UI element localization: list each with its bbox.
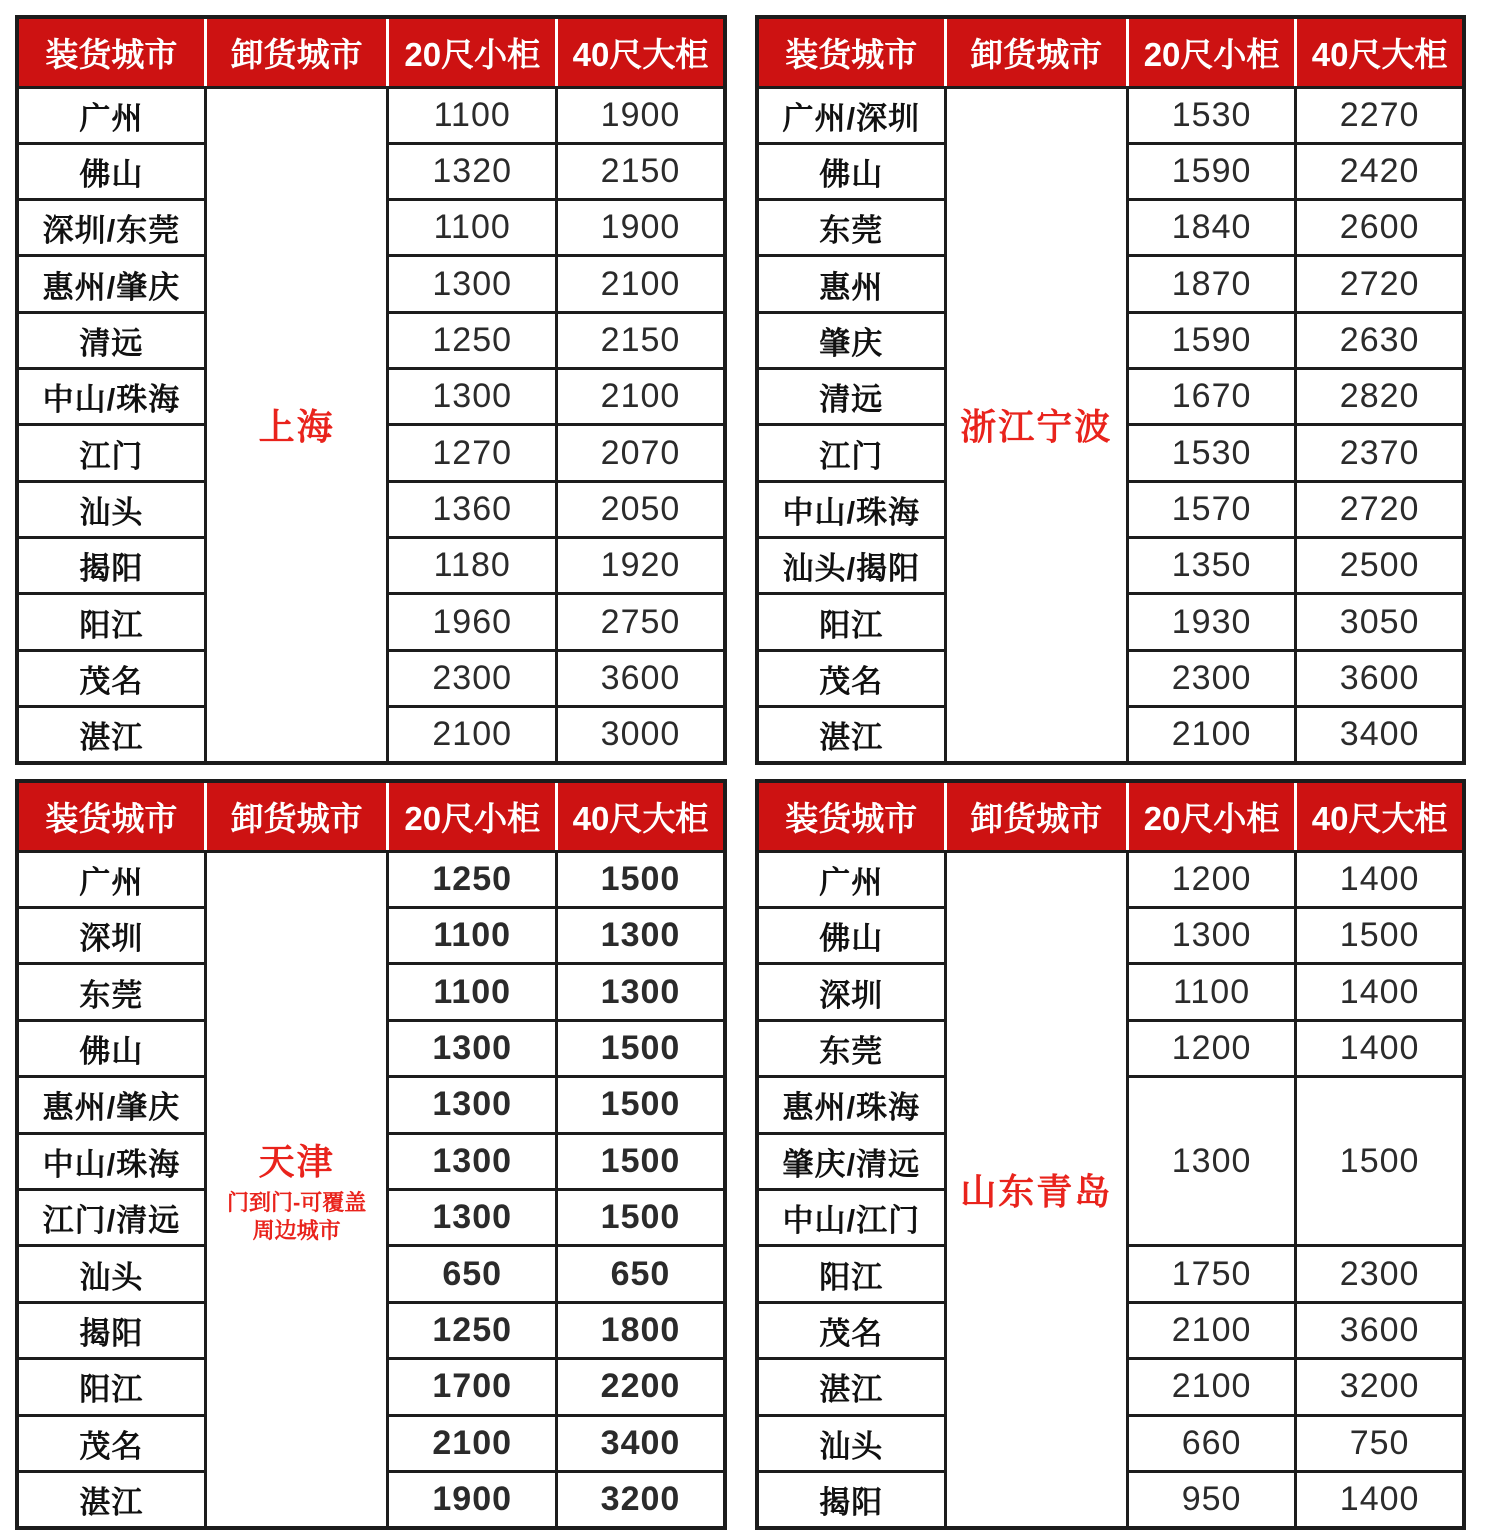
city-cell: 清远 (757, 369, 945, 425)
value-cell-20ft: 2100 (1127, 1359, 1295, 1415)
value-cell-20ft: 1200 (1127, 1020, 1295, 1076)
value-cell-20ft: 1960 (388, 594, 557, 650)
city-cell: 深圳 (757, 964, 945, 1020)
value-cell-40ft: 2150 (556, 312, 725, 368)
city-cell: 深圳/东莞 (17, 200, 205, 256)
value-cell-40ft: 2500 (1296, 538, 1464, 594)
header-loading-city: 装货城市 (17, 17, 205, 87)
table-row (17, 851, 725, 907)
value-cell-20ft: 2300 (1127, 650, 1295, 706)
destination-cell (205, 851, 388, 1528)
value-cell-40ft: 1400 (1296, 851, 1464, 907)
value-cell-40ft: 2050 (556, 481, 725, 537)
value-cell-20ft: 1100 (388, 964, 557, 1020)
header-40ft-container: 40尺大柜 (1296, 781, 1464, 851)
value-cell-40ft: 1900 (556, 200, 725, 256)
header-unloading-city: 卸货城市 (945, 781, 1127, 851)
city-cell: 揭阳 (17, 538, 205, 594)
value-cell-20ft: 1750 (1127, 1246, 1295, 1302)
header-20ft-container: 20尺小柜 (1127, 781, 1295, 851)
table-row (757, 851, 1464, 907)
value-cell-20ft: 1300 (388, 1020, 557, 1076)
city-cell: 惠州/肇庆 (17, 1077, 205, 1133)
value-cell-40ft: 3400 (556, 1415, 725, 1471)
value-cell-20ft: 2100 (1127, 1302, 1295, 1358)
value-cell-20ft: 660 (1127, 1415, 1295, 1471)
header-loading-city: 装货城市 (17, 781, 205, 851)
value-cell-20ft: 1530 (1127, 87, 1295, 143)
city-cell: 茂名 (17, 650, 205, 706)
destination-name: 天津 (258, 1141, 335, 1183)
value-cell-40ft: 1400 (1296, 1471, 1464, 1528)
value-cell-20ft: 1530 (1127, 425, 1295, 481)
city-cell: 广州 (17, 87, 205, 143)
value-cell-20ft: 1250 (388, 1302, 557, 1358)
value-cell-20ft: 1200 (1127, 851, 1295, 907)
city-cell: 东莞 (757, 1020, 945, 1076)
city-cell: 佛山 (757, 907, 945, 963)
city-cell: 佛山 (757, 143, 945, 199)
rate-table-tianjin (15, 779, 727, 1530)
rate-table-ningbo (755, 15, 1466, 765)
rate-table-qingdao (755, 779, 1466, 1530)
value-cell-20ft: 1180 (388, 538, 557, 594)
value-cell-40ft: 2630 (1296, 312, 1464, 368)
destination-cell (205, 87, 388, 763)
value-cell-40ft: 1400 (1296, 964, 1464, 1020)
value-cell-40ft: 1900 (556, 87, 725, 143)
header-row (757, 17, 1464, 87)
city-cell: 惠州 (757, 256, 945, 312)
destination-note (207, 1189, 387, 1244)
header-unloading-city: 卸货城市 (205, 781, 388, 851)
value-cell-40ft: 1500 (556, 1020, 725, 1076)
value-cell-40ft: 2150 (556, 143, 725, 199)
value-cell-40ft: 3200 (1296, 1359, 1464, 1415)
city-cell: 东莞 (17, 964, 205, 1020)
table-rows (757, 851, 1464, 1528)
city-cell: 中山/珠海 (757, 481, 945, 537)
value-cell-40ft: 2750 (556, 594, 725, 650)
header-40ft-container: 40尺大柜 (556, 781, 725, 851)
city-cell: 茂名 (17, 1415, 205, 1471)
city-cell: 惠州/肇庆 (17, 256, 205, 312)
value-cell-40ft: 2420 (1296, 143, 1464, 199)
rate-table-shanghai (15, 15, 727, 765)
value-cell-20ft: 1590 (1127, 143, 1295, 199)
destination-note-line: 周边城市 (252, 1217, 341, 1243)
value-cell-40ft: 1500 (556, 1189, 725, 1245)
value-cell-20ft: 2300 (388, 650, 557, 706)
value-cell-20ft: 1360 (388, 481, 557, 537)
value-cell-20ft: 2100 (388, 707, 557, 763)
header-row (17, 17, 725, 87)
table-rows (17, 851, 725, 1528)
value-cell-20ft: 1840 (1127, 200, 1295, 256)
city-cell: 揭阳 (757, 1471, 945, 1528)
value-cell-40ft: 3200 (556, 1471, 725, 1528)
value-cell-20ft: 1870 (1127, 256, 1295, 312)
value-cell-40ft: 650 (556, 1246, 725, 1302)
value-cell-20ft: 1300 (388, 256, 557, 312)
table-row (757, 87, 1464, 143)
value-cell-20ft: 950 (1127, 1471, 1295, 1528)
city-cell: 湛江 (17, 1471, 205, 1528)
value-cell-20ft: 1100 (388, 87, 557, 143)
value-cell-20ft: 650 (388, 1246, 557, 1302)
table-row (17, 87, 725, 143)
value-cell-20ft: 1300 (388, 1077, 557, 1133)
header-20ft-container: 20尺小柜 (388, 17, 557, 87)
header-20ft-container: 20尺小柜 (388, 781, 557, 851)
value-cell-40ft: 2200 (556, 1359, 725, 1415)
value-cell-40ft: 3050 (1296, 594, 1464, 650)
value-cell-40ft: 1500 (1296, 907, 1464, 963)
value-cell-40ft: 1300 (556, 964, 725, 1020)
city-cell: 佛山 (17, 143, 205, 199)
value-cell-20ft: 1250 (388, 312, 557, 368)
value-cell-20ft: 1300 (388, 369, 557, 425)
city-cell: 汕头 (17, 481, 205, 537)
rate-tables-grid (15, 15, 1466, 1530)
value-cell-40ft: 3600 (1296, 650, 1464, 706)
city-cell: 深圳 (17, 907, 205, 963)
value-cell-40ft: 2300 (1296, 1246, 1464, 1302)
city-cell: 佛山 (17, 1020, 205, 1076)
value-cell-40ft: 1300 (556, 907, 725, 963)
header-20ft-container: 20尺小柜 (1127, 17, 1295, 87)
value-cell-20ft: 1930 (1127, 594, 1295, 650)
value-cell-40ft: 2720 (1296, 481, 1464, 537)
city-cell: 广州 (17, 851, 205, 907)
value-cell-40ft: 1400 (1296, 1020, 1464, 1076)
city-cell: 阳江 (757, 1246, 945, 1302)
city-cell: 湛江 (17, 707, 205, 763)
header-loading-city: 装货城市 (757, 781, 945, 851)
header-unloading-city: 卸货城市 (945, 17, 1127, 87)
value-cell-40ft: 1500 (556, 851, 725, 907)
city-cell: 江门 (17, 425, 205, 481)
value-cell-40ft: 2820 (1296, 369, 1464, 425)
value-cell-40ft: 1920 (556, 538, 725, 594)
city-cell: 清远 (17, 312, 205, 368)
city-cell: 茂名 (757, 650, 945, 706)
value-cell-20ft: 2100 (1127, 707, 1295, 763)
city-cell: 湛江 (757, 1359, 945, 1415)
value-cell-20ft: 1300 (1127, 1077, 1295, 1246)
city-cell: 惠州/珠海 (757, 1077, 945, 1133)
city-cell: 汕头 (757, 1415, 945, 1471)
value-cell-20ft: 1590 (1127, 312, 1295, 368)
destination-name: 山东青岛 (960, 1170, 1113, 1212)
value-cell-20ft: 1100 (388, 907, 557, 963)
value-cell-20ft: 1250 (388, 851, 557, 907)
city-cell: 广州/深圳 (757, 87, 945, 143)
city-cell: 阳江 (17, 594, 205, 650)
value-cell-20ft: 1350 (1127, 538, 1295, 594)
city-cell: 广州 (757, 851, 945, 907)
destination-note-line: 门到门-可覆盖 (226, 1190, 367, 1216)
value-cell-20ft: 1570 (1127, 481, 1295, 537)
value-cell-20ft: 1670 (1127, 369, 1295, 425)
city-cell: 肇庆/清远 (757, 1133, 945, 1189)
destination-cell (945, 851, 1127, 1528)
city-cell: 湛江 (757, 707, 945, 763)
value-cell-40ft: 750 (1296, 1415, 1464, 1471)
value-cell-20ft: 1320 (388, 143, 557, 199)
header-40ft-container: 40尺大柜 (1296, 17, 1464, 87)
value-cell-40ft: 1800 (556, 1302, 725, 1358)
city-cell: 中山/江门 (757, 1189, 945, 1245)
header-row (757, 781, 1464, 851)
value-cell-40ft: 2720 (1296, 256, 1464, 312)
city-cell: 江门/清远 (17, 1189, 205, 1245)
header-40ft-container: 40尺大柜 (556, 17, 725, 87)
city-cell: 江门 (757, 425, 945, 481)
value-cell-40ft: 1500 (556, 1133, 725, 1189)
value-cell-40ft: 2370 (1296, 425, 1464, 481)
value-cell-40ft: 2270 (1296, 87, 1464, 143)
city-cell: 汕头/揭阳 (757, 538, 945, 594)
value-cell-40ft: 1500 (556, 1077, 725, 1133)
value-cell-20ft: 1300 (388, 1189, 557, 1245)
value-cell-20ft: 1100 (1127, 964, 1295, 1020)
value-cell-20ft: 1900 (388, 1471, 557, 1528)
value-cell-40ft: 2600 (1296, 200, 1464, 256)
value-cell-40ft: 2100 (556, 256, 725, 312)
value-cell-40ft: 1500 (1296, 1077, 1464, 1246)
header-loading-city: 装货城市 (757, 17, 945, 87)
city-cell: 中山/珠海 (17, 1133, 205, 1189)
value-cell-20ft: 1300 (1127, 907, 1295, 963)
destination-cell (945, 87, 1127, 763)
value-cell-20ft: 1270 (388, 425, 557, 481)
value-cell-20ft: 1100 (388, 200, 557, 256)
header-row (17, 781, 725, 851)
value-cell-40ft: 3400 (1296, 707, 1464, 763)
destination-name: 上海 (258, 406, 335, 448)
city-cell: 东莞 (757, 200, 945, 256)
city-cell: 茂名 (757, 1302, 945, 1358)
value-cell-40ft: 3600 (1296, 1302, 1464, 1358)
city-cell: 汕头 (17, 1246, 205, 1302)
value-cell-20ft: 2100 (388, 1415, 557, 1471)
city-cell: 阳江 (17, 1359, 205, 1415)
city-cell: 肇庆 (757, 312, 945, 368)
table-rows (17, 87, 725, 763)
value-cell-20ft: 1300 (388, 1133, 557, 1189)
value-cell-40ft: 3600 (556, 650, 725, 706)
value-cell-40ft: 2100 (556, 369, 725, 425)
city-cell: 中山/珠海 (17, 369, 205, 425)
header-unloading-city: 卸货城市 (205, 17, 388, 87)
table-rows (757, 87, 1464, 763)
value-cell-40ft: 3000 (556, 707, 725, 763)
value-cell-40ft: 2070 (556, 425, 725, 481)
city-cell: 阳江 (757, 594, 945, 650)
destination-name: 浙江宁波 (960, 406, 1113, 448)
city-cell: 揭阳 (17, 1302, 205, 1358)
value-cell-20ft: 1700 (388, 1359, 557, 1415)
